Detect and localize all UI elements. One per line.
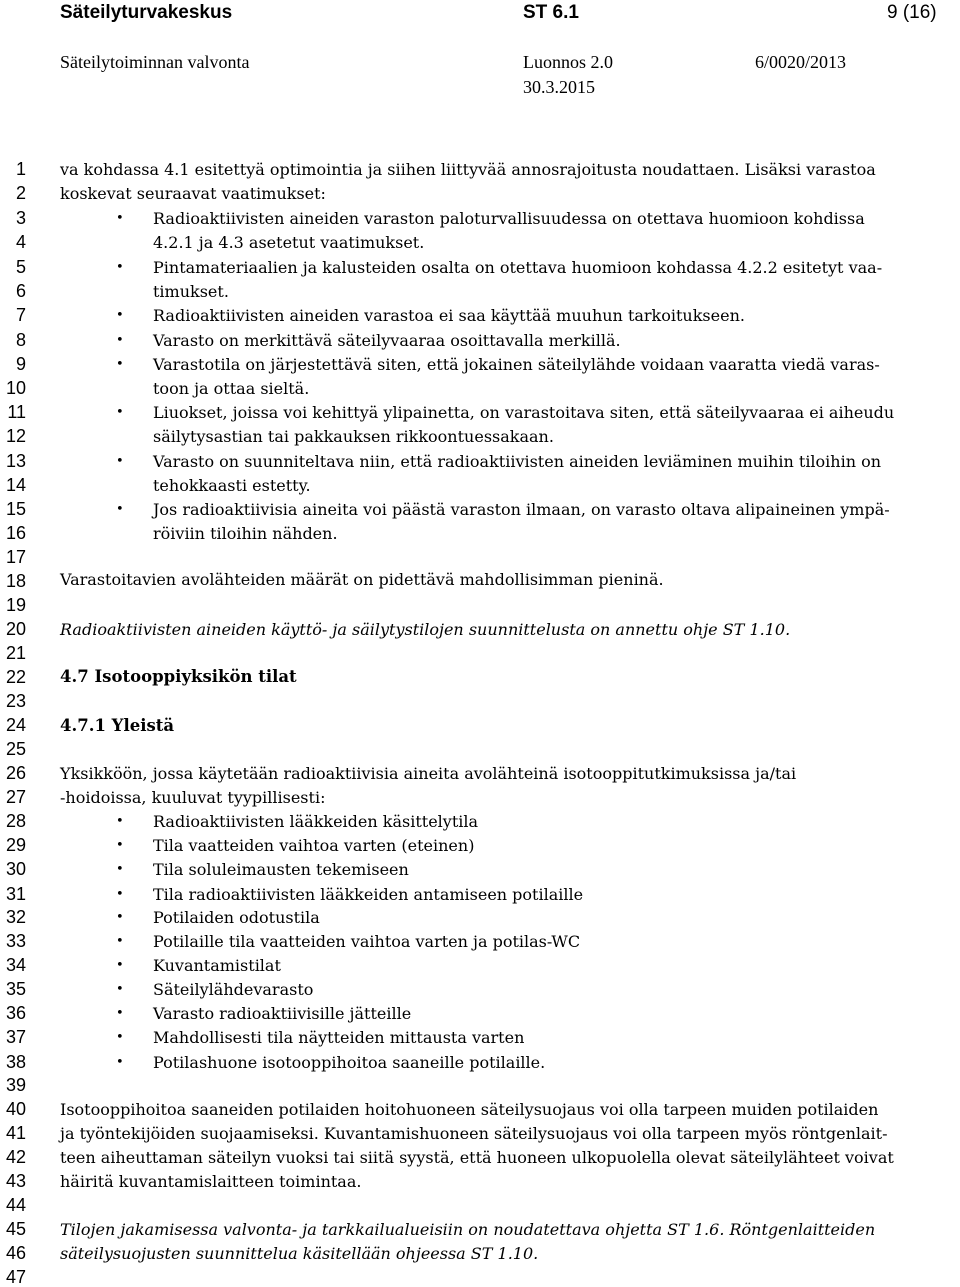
requirement-item-cont: röiviin tiloihin nähden. [153,524,338,543]
paragraph-amounts: Varastoitavien avolähteiden määrät on pidettävä mahdollisimman pieninä. [60,570,664,589]
line-number: 29 [5,835,26,855]
line-number: 36 [5,1003,26,1023]
line-number: 34 [5,955,26,975]
line-number: 35 [5,979,26,999]
bullet-icon: • [116,1030,124,1045]
bullet-icon: • [116,934,124,949]
line-number: 24 [5,715,26,735]
line-number: 25 [5,739,26,759]
line-number: 26 [5,763,26,783]
bullet-icon: • [116,862,124,877]
line-number: 28 [5,811,26,831]
line-number: 41 [5,1123,26,1143]
room-list-item: Potilaiden odotustila [153,908,320,927]
bullet-icon: • [116,211,124,226]
line-number: 10 [5,378,26,398]
room-list-item: Kuvantamistilat [153,956,281,975]
room-list-item: Mahdollisesti tila näytteiden mittausta varten [153,1028,525,1047]
line-number: 6 [15,281,26,301]
line-number: 3 [15,208,26,228]
draft-version: Luonnos 2.0 [523,52,613,72]
requirement-item-cont: 4.2.1 ja 4.3 asetetut vaatimukset. [153,233,425,252]
line-number: 15 [5,499,26,519]
bullet-icon: • [116,1055,124,1070]
bullet-icon: • [116,958,124,973]
line-number: 7 [15,305,26,325]
bullet-icon: • [116,260,124,275]
department-name: Säteilytoiminnan valvonta [60,52,250,72]
line-number: 40 [5,1099,26,1119]
bullet-icon: • [116,910,124,925]
line-number: 13 [5,451,26,471]
line-number: 22 [5,667,26,687]
requirement-item: Pintamateriaalien ja kalusteiden osalta on otettava huomioon kohdassa 4.2.2 esitetyt vaa- [153,258,883,277]
line-number: 8 [15,330,26,350]
line-number: 14 [5,475,26,495]
line-number: 45 [5,1219,26,1239]
bullet-icon: • [116,887,124,902]
document-code: ST 6.1 [523,2,579,23]
requirement-item-cont: säilytysastian tai pakkauksen rikkoontuessakaan. [153,427,554,446]
room-list-item: Potilashuone isotooppihoitoa saaneille potilaille. [153,1053,546,1072]
requirement-item-cont: tehokkaasti estetty. [153,476,311,495]
line-number: 11 [7,402,26,422]
bullet-icon: • [116,838,124,853]
line-number: 23 [5,691,26,711]
room-list-item: Varasto radioaktiivisille jätteille [153,1004,412,1023]
intro-line-1: va kohdassa 4.1 esitettyä optimointia ja siihen liittyvää annosrajoitusta noudattaen. Lisäksi varastoa [60,160,876,179]
paragraph-unit-line-1: Yksikköön, jossa käytetään radioaktiivisia aineita avolähteinä isotooppitutkimuksissa ja/tai [60,764,797,783]
line-number: 33 [5,931,26,951]
bullet-icon: • [116,308,124,323]
line-number: 4 [15,232,26,252]
requirement-item: Varasto on suunniteltava niin, että radioaktiivisten aineiden leviäminen muihin tiloihin on [153,452,882,471]
bullet-icon: • [116,814,124,829]
line-number: 16 [5,523,26,543]
line-number: 43 [5,1171,26,1191]
line-number: 42 [5,1147,26,1167]
requirement-item: Varasto on merkittävä säteilyvaaraa osoittavalla merkillä. [153,331,621,350]
line-number: 19 [5,595,26,615]
bullet-icon: • [116,357,124,372]
subsection-heading: 4.7.1 Yleistä [60,716,175,735]
room-list-item: Tila vaatteiden vaihtoa varten (eteinen) [153,836,475,855]
line-number: 27 [5,787,26,807]
room-list-item: Tila soluleimausten tekemiseen [153,860,409,879]
reference-number: 6/0020/2013 [755,52,847,72]
section-heading: 4.7 Isotooppiyksikön tilat [60,667,297,686]
page-number: 9 (16) [887,2,937,23]
bullet-icon: • [116,405,124,420]
line-number: 30 [5,859,26,879]
line-number: 1 [15,159,26,179]
paragraph-final-line: Tilojen jakamisessa valvonta- ja tarkkailualueisiin on noudatettava ohjetta ST 1.6. Röntgenlaitteiden [60,1220,876,1239]
requirement-item-cont: timukset. [153,282,229,301]
requirement-item: Radioaktiivisten aineiden varaston paloturvallisuudessa on otettava huomioon kohdissa [153,209,865,228]
document-date: 30.3.2015 [523,77,595,97]
paragraph-unit-line-2: -hoidoissa, kuuluvat tyypillisesti: [60,788,326,807]
line-number: 38 [5,1052,26,1072]
requirement-item: Liuokset, joissa voi kehittyä ylipainetta, on varastoitava siten, että säteilyvaaraa ei aiheudu [153,403,895,422]
organization-name: Säteilyturvakeskus [60,2,233,23]
paragraph-shielding-line: ja työntekijöiden suojaamiseksi. Kuvantamishuoneen säteilysuojaus voi olla tarpeen myös röntgenlait- [60,1124,888,1143]
requirement-item-cont: toon ja ottaa sieltä. [153,379,310,398]
line-number: 47 [5,1267,26,1287]
line-number: 44 [5,1195,26,1215]
line-number: 17 [5,547,26,567]
bullet-icon: • [116,982,124,997]
line-number: 12 [5,426,26,446]
paragraph-shielding-line: häiritä kuvantamislaitteen toimintaa. [60,1172,362,1191]
line-number: 37 [5,1027,26,1047]
line-number: 20 [5,619,26,639]
bullet-icon: • [116,502,124,517]
line-number: 5 [15,257,26,277]
requirement-item: Jos radioaktiivisia aineita voi päästä varaston ilmaan, on varasto oltava alipaineinen ympä- [153,500,890,519]
bullet-icon: • [116,454,124,469]
line-number: 32 [5,907,26,927]
line-number: 18 [5,571,26,591]
line-number: 31 [5,884,26,904]
paragraph-final-line: säteilysuojusten suunnittelua käsitellään ohjeessa ST 1.10. [60,1244,539,1263]
bullet-icon: • [116,1006,124,1021]
paragraph-guide-reference: Radioaktiivisten aineiden käyttö- ja säilytystilojen suunnittelusta on annettu ohje ST 1.10. [60,620,791,639]
line-number: 9 [15,354,26,374]
room-list-item: Säteilylähdevarasto [153,980,314,999]
line-number: 2 [15,183,26,203]
room-list-item: Potilaille tila vaatteiden vaihtoa varten ja potilas-WC [153,932,581,951]
bullet-icon: • [116,333,124,348]
line-number: 21 [5,643,26,663]
paragraph-shielding-line: Isotooppihoitoa saaneiden potilaiden hoitohuoneen säteilysuojaus voi olla tarpeen muiden potilaiden [60,1100,879,1119]
intro-line-2: koskevat seuraavat vaatimukset: [60,184,326,203]
paragraph-shielding-line: teen aiheuttaman säteilyn vuoksi tai siitä syystä, että huoneen ulkopuolella olevat säteilylähteet voivat [60,1148,894,1167]
requirement-item: Radioaktiivisten aineiden varastoa ei saa käyttää muuhun tarkoitukseen. [153,306,745,325]
room-list-item: Radioaktiivisten lääkkeiden käsittelytila [153,812,479,831]
line-number: 39 [5,1075,26,1095]
requirement-item: Varastotila on järjestettävä siten, että jokainen säteilylähde voidaan vaaratta viedä varas- [153,355,880,374]
room-list-item: Tila radioaktiivisten lääkkeiden antamiseen potilaille [153,885,584,904]
line-number: 46 [5,1243,26,1263]
